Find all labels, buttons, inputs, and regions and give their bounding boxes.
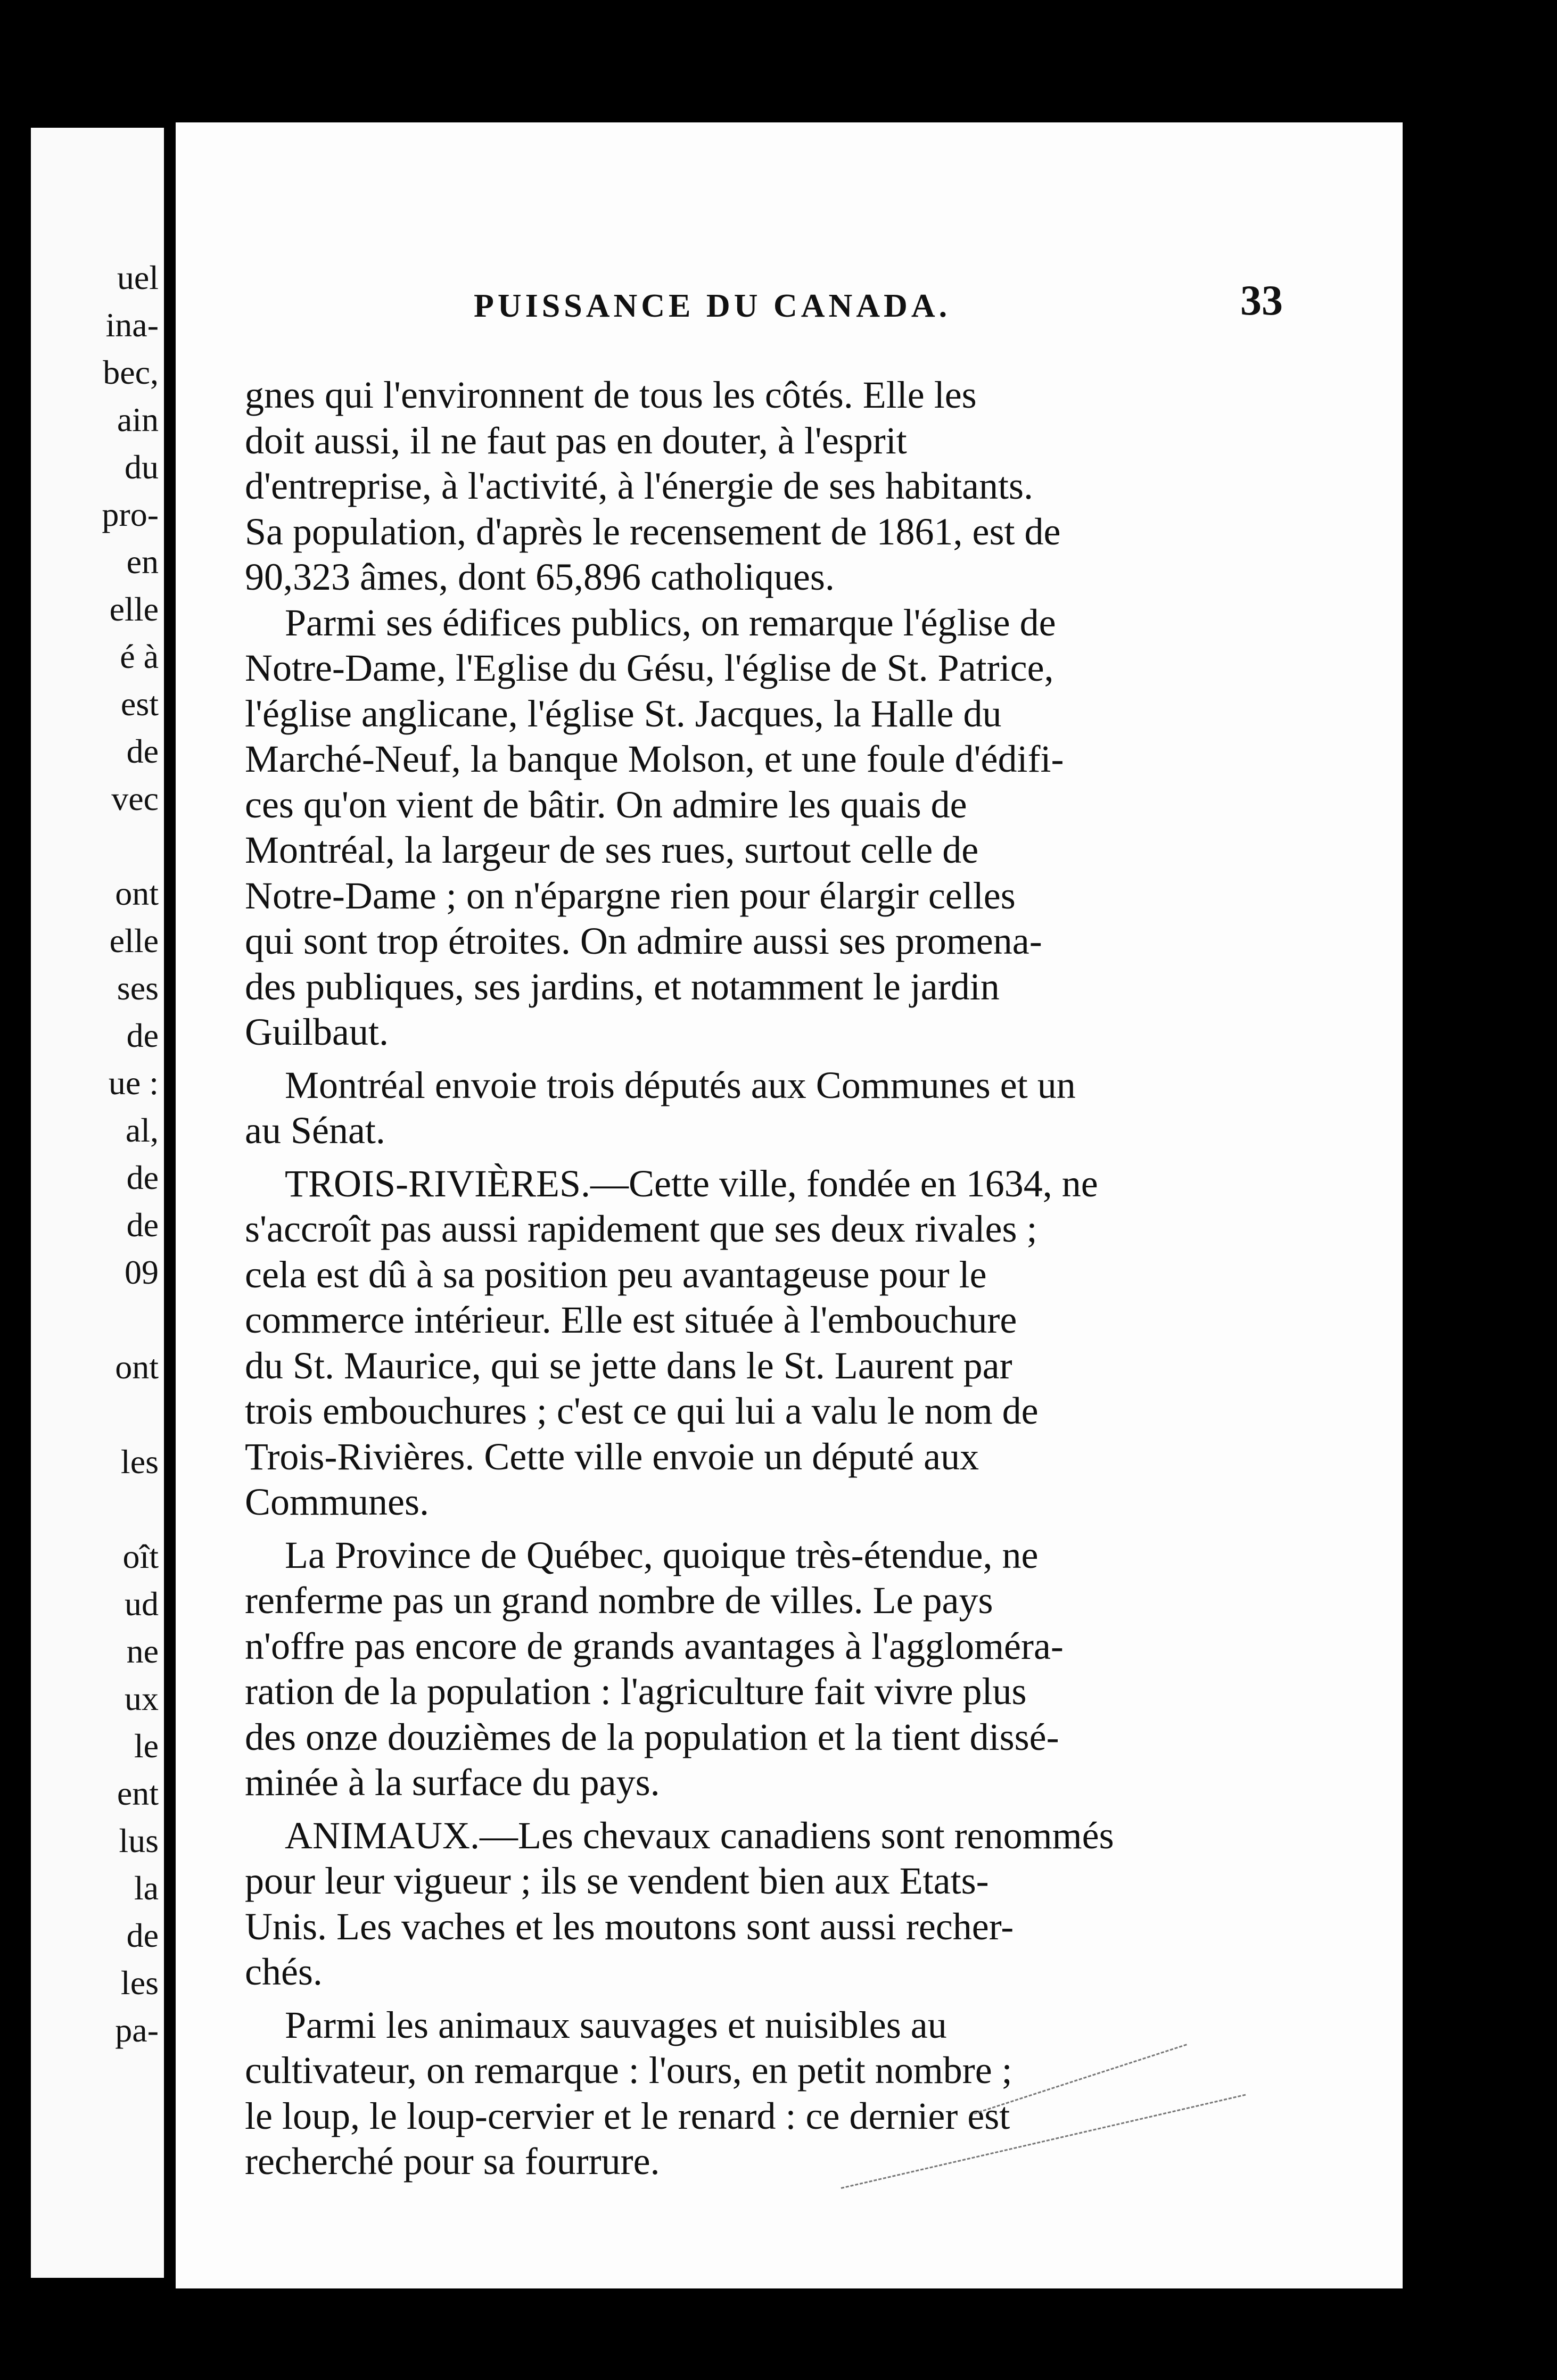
text-line: Trois-Rivières. Cette ville envoie un député aux [245,1435,979,1478]
text-line: renferme pas un grand nombre de villes. Le pays [245,1579,993,1622]
facing-page-fragment: uel [117,259,159,296]
text-line: recherché pour sa fourrure. [245,2140,660,2183]
text-line: l'église anglicane, l'église St. Jacques, la Halle du [245,692,1002,735]
text-line: des publiques, ses jardins, et notamment le jardin [245,965,1000,1008]
text-line: La Province de Québec, quoique très-étendue, ne [285,1533,1039,1576]
facing-page-fragment: ina- [105,306,159,344]
facing-page-fragment: é à [120,638,159,675]
text-line: s'accroît pas aussi rapidement que ses deux rivales ; [245,1208,1037,1250]
text-line: ration de la population : l'agriculture fait vivre plus [245,1670,1027,1713]
text-line: chés. [245,1951,323,1993]
facing-page-fragment: bec, [103,353,159,391]
text-line: minée à la surface du pays. [245,1761,660,1804]
body-text [245,373,1230,2185]
facing-page-fragment: du [125,448,159,486]
text-line: cela est dû à sa position peu avantageuse pour le [245,1253,987,1296]
text-line: le loup, le loup-cervier et le renard : ce dernier est [245,2094,1010,2137]
facing-page-fragment: 09 [125,1253,159,1291]
text-line: des onze douzièmes de la population et la tient dissé- [245,1715,1059,1758]
facing-page-fragment: ne [126,1632,159,1670]
facing-page-fragment: ont [115,874,159,912]
text-line: commerce intérieur. Elle est située à l'embouchure [245,1299,1017,1341]
text-line: pour leur vigueur ; ils se vendent bien aux Etats- [245,1860,989,1902]
facing-page-fragment: pa- [115,2011,159,2049]
facing-page-fragment: ent [117,1774,159,1812]
facing-page-fragment: elle [109,590,159,628]
running-head: PUISSANCE DU CANADA. [474,288,951,324]
page-number: 33 [1240,277,1283,324]
facing-page-fragment: de [126,732,159,770]
text-line: qui sont trop étroites. On admire aussi ses promena- [245,920,1042,962]
text-line: Communes. [245,1481,430,1523]
text-line: Parmi les animaux sauvages et nuisibles au [285,2003,947,2046]
facing-page-fragment: ain [117,401,159,439]
text-line: ces qu'on vient de bâtir. On admire les quais de [245,783,967,826]
facing-page-fragment: elle [109,922,159,960]
text-line: Notre-Dame, l'Eglise du Gésu, l'église de St. Patrice, [245,647,1054,689]
text-line: du St. Maurice, qui se jette dans le St. Laurent par [245,1344,1012,1387]
text-line: ANIMAUX.—Les chevaux canadiens sont renommés [285,1814,1114,1857]
facing-page-fragment: la [134,1869,159,1907]
facing-page-fragment: de [126,1159,159,1196]
text-line: TROIS-RIVIÈRES.—Cette ville, fondée en 1634, ne [285,1162,1098,1205]
facing-page-fragment: vec [111,780,159,817]
facing-page-fragment: les [120,1964,159,2002]
facing-page-fragment: les [120,1443,159,1481]
facing-page-fragment: de [126,1916,159,1954]
text-line: Parmi ses édifices publics, on remarque l'église de [285,601,1056,644]
text-line: Montréal envoie trois députés aux Communes et un [285,1063,1076,1106]
facing-page-fragment: ud [125,1585,159,1623]
text-line: Montréal, la largeur de ses rues, surtout celle de [245,829,979,871]
facing-page-fragment: le [134,1727,159,1765]
facing-page-fragment: est [120,685,159,723]
facing-page-fragment: de [126,1017,159,1054]
text-line: Marché-Neuf, la banque Molson, et une foule d'édifi- [245,738,1064,780]
text-line: doit aussi, il ne faut pas en douter, à l'esprit [245,419,907,462]
facing-page-fragment: ue : [108,1064,159,1102]
facing-page-strip [31,128,164,2278]
facing-page-fragment: oît [122,1538,159,1575]
text-line: Guilbaut. [245,1011,389,1053]
facing-page-fragment: ses [117,969,159,1007]
text-line: Notre-Dame ; on n'épargne rien pour élargir celles [245,874,1016,917]
text-line: Unis. Les vaches et les moutons sont aussi recher- [245,1905,1014,1948]
text-line: Sa population, d'après le recensement de 1861, est de [245,510,1061,553]
book-page [176,122,1403,2288]
facing-page-fragment: en [126,543,159,581]
text-line: d'entreprise, à l'activité, à l'énergie de ses habitants. [245,465,1034,507]
text-line: au Sénat. [245,1109,385,1152]
facing-page-fragment: lus [119,1822,159,1860]
facing-page-fragment: al, [125,1111,159,1149]
text-line: 90,323 âmes, dont 65,896 catholiques. [245,556,835,598]
facing-page-fragment: pro- [102,495,159,533]
text-line: trois embouchures ; c'est ce qui lui a valu le nom de [245,1390,1039,1432]
facing-page-fragment: ux [125,1680,159,1717]
text-line: gnes qui l'environnent de tous les côtés. Elle les [245,374,977,416]
facing-page-fragment: de [126,1206,159,1244]
text-line: n'offre pas encore de grands avantages à l'aggloméra- [245,1624,1064,1667]
text-line: cultivateur, on remarque : l'ours, en petit nombre ; [245,2049,1012,2092]
facing-page-fragment: ont [115,1348,159,1386]
